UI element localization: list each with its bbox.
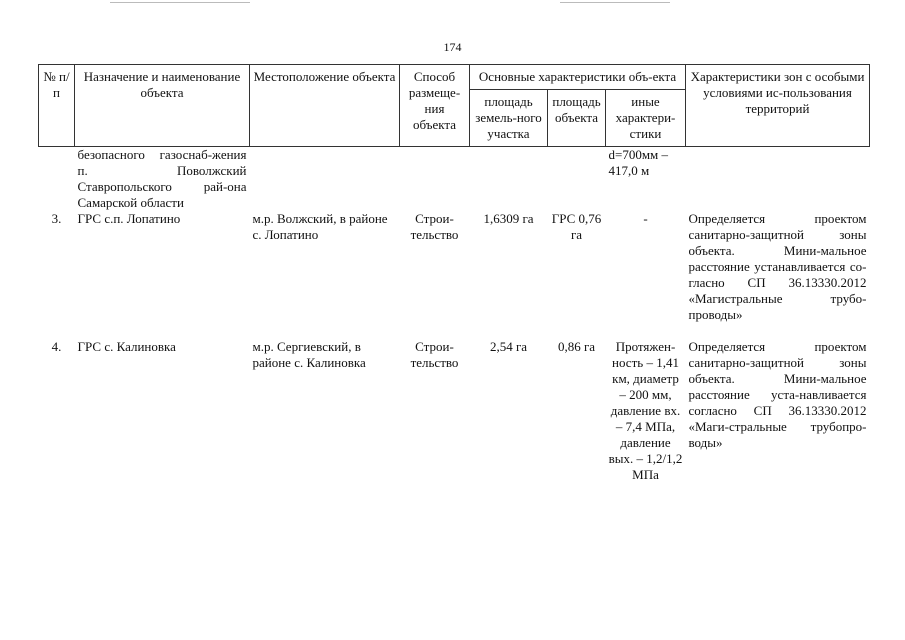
cell-method	[400, 147, 470, 212]
cell-land-area: 2,54 га	[489, 339, 528, 354]
header-name: Назначение и наименование объекта	[75, 65, 250, 147]
cell-location: м.р. Волжский, в районе с. Лопатино	[252, 211, 388, 242]
objects-table	[38, 64, 870, 529]
header-other-characteristics: иные характери-стики	[606, 90, 686, 147]
cell-num: 4.	[51, 339, 62, 354]
scan-artifact-top-line	[110, 2, 250, 3]
header-num: № п/п	[39, 65, 75, 147]
table-row	[39, 339, 870, 529]
header-zone-characteristics: Характеристики зон с особыми условиями ис-пользования территорий	[686, 65, 870, 147]
cell-num	[39, 147, 75, 212]
cell-zone-characteristics: Определяется проектом санитарно-защитной зоны объекта. Мини-мальное расстояние устанавливается со-гласно СП 36.13330.2012 «Магистральные трубо-проводы»	[688, 211, 867, 322]
cell-num: 3.	[51, 211, 62, 226]
cell-land-area: 1,6309 га	[483, 211, 534, 226]
header-land-area: площадь земель-ного участка	[470, 90, 548, 147]
cell-other-characteristics: d=700мм – 417,0 м	[608, 147, 669, 178]
header-location: Местоположение объекта	[250, 65, 400, 147]
cell-location: м.р. Сергиевский, в районе с. Калиновка	[252, 339, 366, 370]
cell-method: Строи-тельство	[410, 339, 459, 370]
table-row-continuation	[39, 147, 870, 212]
cell-name: безопасного газоснаб-жения п. Поволжский Ставропольского рай-она Самарской области	[77, 147, 247, 210]
cell-zone-characteristics	[686, 147, 870, 212]
cell-method: Строи-тельство	[410, 211, 459, 242]
cell-object-area: ГРС 0,76 га	[551, 211, 602, 242]
header-method: Способ размеще-ния объекта	[400, 65, 470, 147]
scan-artifact-top-line	[560, 2, 670, 3]
cell-location	[250, 147, 400, 212]
cell-zone-characteristics: Определяется проектом санитарно-защитной зоны объекта. Мини-мальное расстояние уста-навливается согласно СП 36.13330.2012 «Маги-стральные трубопро-воды»	[688, 339, 867, 450]
cell-object-area	[548, 147, 606, 212]
cell-name: ГРС с. Калиновка	[77, 339, 176, 354]
header-main-characteristics: Основные характеристики объ-екта	[470, 65, 686, 90]
cell-name: ГРС с.п. Лопатино	[77, 211, 181, 226]
header-row	[39, 65, 870, 90]
cell-land-area	[470, 147, 548, 212]
header-object-area: площадь объекта	[548, 90, 606, 147]
page-number: 174	[443, 40, 462, 54]
table-row	[39, 211, 870, 339]
cell-other-characteristics: -	[643, 211, 648, 226]
cell-other-characteristics: Протяжен-ность – 1,41 км, диаметр – 200 мм, давление вх. – 7,4 МПа, давление вых. – 1,2/1,2 МПа	[608, 339, 683, 482]
cell-object-area: 0,86 га	[557, 339, 596, 354]
